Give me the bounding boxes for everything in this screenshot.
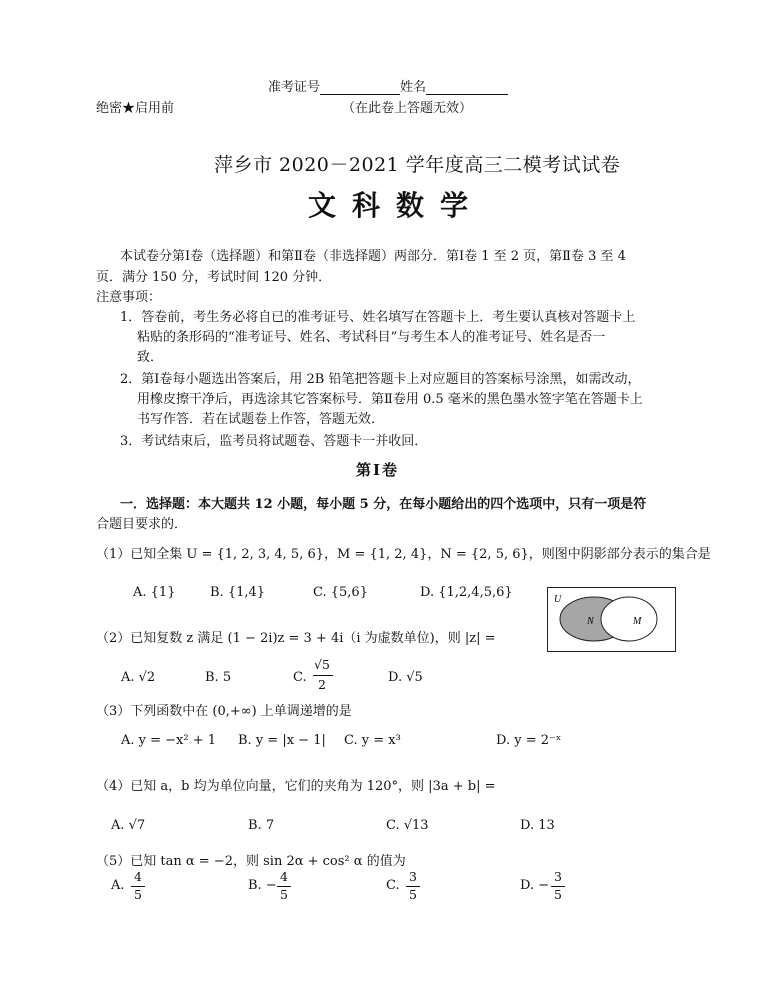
notice-item-2-line-1: 2．第Ⅰ卷每小题选出答案后，用 2B 铅笔把答题卡上对应题目的答案标号涂黑，如需改动， (120, 372, 641, 387)
section-desc-line-2: 合题目要求的． (96, 517, 188, 532)
notice-item-3: 3．考试结束后，监考员将试题卷、答题卡一并收回． (120, 434, 428, 449)
question-5-option-d-denominator: 5 (554, 887, 562, 902)
notice-heading: 注意事项： (96, 290, 162, 305)
venn-label-u: U (554, 594, 562, 605)
question-5-stem: （5）已知 tan α = −2，则 sin 2α + cos² α 的值为 (96, 854, 406, 869)
notice-item-1-line-1: 1．答卷前，考生务必将自已的准考证号、姓名填写在答题卡上．考生要认真核对答题卡上 (120, 310, 636, 325)
question-5-option-d: D. − (520, 878, 550, 893)
notice-item-2-line-3: 书写作答．若在试题卷上作答，答题无效． (137, 412, 385, 427)
question-3-option-d: D. y = 2⁻ˣ (496, 733, 562, 748)
question-2-option-c-denominator: 2 (318, 677, 326, 692)
question-3-option-c: C. y = x³ (344, 733, 401, 748)
question-5-option-b: B. − (248, 878, 277, 893)
question-5-option-a-denominator: 5 (134, 887, 142, 902)
question-5-option-c-denominator: 5 (409, 887, 417, 902)
secret-label: 绝密★启用前 (96, 101, 175, 116)
exam-number-blank (320, 80, 400, 95)
page-title: 萍乡市 2020－2021 学年度高三二模考试试卷 (214, 154, 621, 176)
question-4-option-d: D. 13 (520, 818, 555, 833)
question-5-option-d-numerator: 3 (554, 869, 562, 884)
invalid-note: （在此卷上答题无效） (342, 101, 473, 116)
question-3-option-a: A. y = −x² + 1 (121, 733, 217, 748)
question-5-option-a: A. (111, 878, 125, 893)
question-2-option-c: C. (293, 670, 307, 685)
exam-number-label: 准考证号 (268, 80, 321, 95)
venn-label-m: M (633, 616, 642, 627)
venn-diagram (547, 587, 677, 653)
intro-line-2: 页．满分 150 分，考试时间 120 分钟． (96, 270, 332, 285)
question-2-option-d: D. √5 (388, 670, 423, 685)
question-3-stem: （3）下列函数中在 (0,+∞) 上单调递增的是 (96, 704, 352, 719)
question-5-option-b-denominator: 5 (280, 887, 288, 902)
question-1-option-d: D. {1,2,4,5,6} (420, 585, 513, 600)
question-5-option-a-numerator: 4 (134, 869, 142, 884)
intro-line-1: 本试卷分第Ⅰ卷（选择题）和第Ⅱ卷（非选择题）两部分．第Ⅰ卷 1 至 2 页，第Ⅱ卷 3 至 4 (120, 249, 626, 264)
section-desc-line-1: 一．选择题：本大题共 12 小题，每小题 5 分，在每小题给出的四个选项中，只有一项是符 (120, 497, 647, 512)
question-4-option-c: C. √13 (386, 818, 429, 833)
question-2-option-a: A. √2 (121, 670, 156, 685)
question-2-option-c-numerator: √5 (314, 657, 330, 672)
question-4-stem: （4）已知 a，b 均为单位向量，它们的夹角为 120°，则 |3a + b| = (96, 779, 496, 794)
question-5-option-b-numerator: 4 (280, 869, 288, 884)
question-1-option-a: A. {1} (133, 585, 176, 600)
exam-number-line (268, 76, 508, 95)
question-1-stem: （1）已知全集 U = {1, 2, 3, 4, 5, 6}，M = {1, 2, 4}，N = {2, 5, 6}，则图中阴影部分表示的集合是 (96, 547, 711, 562)
notice-item-2-line-2: 用橡皮擦干净后，再选涂其它答案标号．第Ⅱ卷用 0.5 毫米的黑色墨水签字笔在答题卡上 (137, 392, 643, 407)
question-2-option-b: B. 5 (205, 670, 232, 685)
question-3-option-b: B. y = |x − 1| (238, 733, 326, 748)
question-1-option-c: C. {5,6} (313, 585, 368, 600)
section-title: 第Ⅰ卷 (356, 461, 400, 479)
page-subtitle: 文科数学 (308, 189, 485, 222)
notice-item-1-line-3: 致． (137, 350, 164, 365)
venn-set-m (601, 597, 657, 641)
question-4-option-a: A. √7 (111, 818, 146, 833)
venn-label-n: N (587, 616, 594, 627)
question-5-option-c: C. (386, 878, 400, 893)
question-1-option-b: B. {1,4} (210, 585, 266, 600)
question-2-option-c-fraction-bar (313, 675, 333, 676)
question-2-stem: （2）已知复数 z 满足 (1 − 2i)z = 3 + 4i（i 为虚数单位)，则 |z| = (96, 631, 496, 646)
question-5-option-c-numerator: 3 (409, 869, 417, 884)
name-blank (426, 80, 508, 95)
name-label: 姓名 (400, 80, 427, 95)
notice-item-1-line-2: 粘贴的条形码的“准考证号、姓名、考试科目”与考生本人的准考证号、姓名是否一 (137, 330, 606, 345)
question-4-option-b: B. 7 (248, 818, 275, 833)
